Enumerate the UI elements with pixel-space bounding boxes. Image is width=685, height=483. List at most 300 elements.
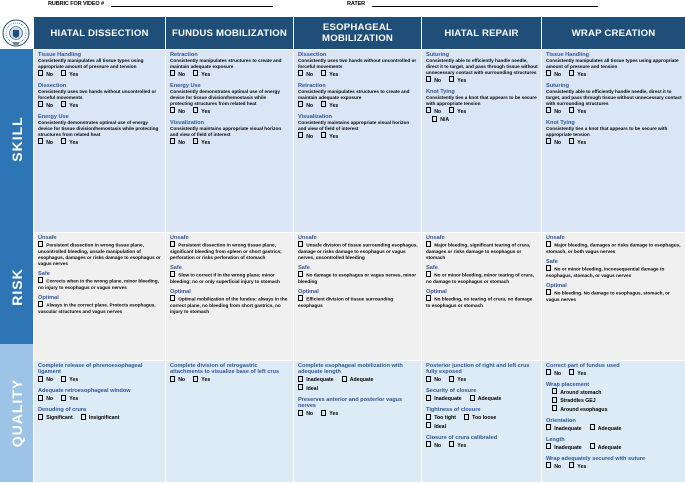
option-yes[interactable] xyxy=(61,377,78,383)
checkbox[interactable] xyxy=(321,70,326,76)
option-label: Yes xyxy=(69,140,78,146)
option-label: No xyxy=(434,109,441,115)
criterion-description xyxy=(426,95,538,107)
criterion-title: Tissue Handling xyxy=(38,52,162,58)
checkbox[interactable] xyxy=(426,241,431,247)
criterion-title: Suturing xyxy=(426,52,538,58)
checkbox[interactable] xyxy=(193,70,198,76)
criterion-description xyxy=(38,89,162,101)
criterion-description xyxy=(298,89,418,101)
option-yes[interactable] xyxy=(321,411,338,417)
description-text: Always in the correct plane. Protects esophagus, vascular structures and vagus nerves xyxy=(38,303,156,314)
criterion xyxy=(426,363,538,384)
criterion-title: Complete esophageal mobilization with adequate length xyxy=(298,363,418,376)
institution-seal-logo xyxy=(1,16,31,50)
description-text: Persistent dissection in wrong tissue plane, significant bleeding from spleen or short gastrics; perforation or risks perforation of stomach xyxy=(170,243,282,260)
checkbox[interactable] xyxy=(569,107,574,113)
criterion-title: Posterior junction of right and left crus fully exposed xyxy=(426,363,538,376)
criterion xyxy=(170,120,290,147)
criterion-title: Energy Use xyxy=(38,114,162,120)
criterion-title: Retraction xyxy=(170,52,290,58)
option-inadequate[interactable] xyxy=(426,396,462,402)
option-yes[interactable] xyxy=(193,140,210,146)
criterion xyxy=(546,259,682,279)
checkbox[interactable] xyxy=(298,271,303,277)
option-label: Straddles GEJ xyxy=(560,398,595,404)
option-label: Yes xyxy=(69,103,78,109)
criterion-description xyxy=(170,89,290,107)
criterion-title: Safe xyxy=(38,271,162,277)
option-label: No xyxy=(178,377,185,383)
criterion xyxy=(546,83,682,116)
option-label: Around stomach xyxy=(560,390,601,396)
col-header-wrap-creation: WRAP CREATION xyxy=(542,17,685,50)
description-text: Consistently maintains appropriate visual horizon and view of field of interest xyxy=(298,120,409,131)
quality-cell xyxy=(542,361,685,483)
criterion xyxy=(546,418,682,433)
checkbox[interactable] xyxy=(38,301,43,307)
criterion xyxy=(38,235,162,267)
criterion xyxy=(170,235,290,261)
option-label: No xyxy=(306,72,313,78)
option-label: Yes xyxy=(69,377,78,383)
skill-cell xyxy=(542,50,685,233)
rater-input-line[interactable] xyxy=(372,6,598,7)
criterion xyxy=(170,265,290,285)
option-label: Yes xyxy=(329,103,338,109)
checkbox[interactable] xyxy=(61,138,66,144)
options-line xyxy=(38,138,162,147)
option-line xyxy=(546,397,682,406)
option-adequate[interactable] xyxy=(590,426,622,432)
checkbox[interactable] xyxy=(193,138,198,144)
criterion xyxy=(170,83,290,116)
criterion xyxy=(38,407,162,422)
option-yes[interactable] xyxy=(569,72,586,78)
option-label: Yes xyxy=(457,78,466,84)
option-label: Yes xyxy=(457,443,466,449)
option-ideal[interactable] xyxy=(298,386,318,392)
quality-row xyxy=(34,361,685,483)
checkbox[interactable] xyxy=(298,384,303,390)
option-yes[interactable] xyxy=(569,109,586,115)
checkbox[interactable] xyxy=(298,101,303,107)
checkbox[interactable] xyxy=(470,395,475,401)
options-line xyxy=(546,70,682,79)
option-label: No xyxy=(46,396,53,402)
checkbox[interactable] xyxy=(170,241,175,247)
checkbox[interactable] xyxy=(38,101,43,107)
rubric-table xyxy=(33,16,685,483)
checkbox[interactable] xyxy=(298,410,303,416)
option-label: Yes xyxy=(201,72,210,78)
checkbox[interactable] xyxy=(38,414,43,420)
criterion-title: Unsafe xyxy=(426,235,538,241)
checkbox[interactable] xyxy=(546,265,551,271)
criterion-description xyxy=(38,277,162,291)
checkbox[interactable] xyxy=(321,132,326,138)
checkbox[interactable] xyxy=(38,241,43,247)
checkbox[interactable] xyxy=(546,107,551,113)
criterion-description xyxy=(170,271,290,285)
checkbox[interactable] xyxy=(426,395,431,401)
option-yes[interactable] xyxy=(321,134,338,140)
criterion xyxy=(38,388,162,403)
option-no[interactable] xyxy=(38,377,53,383)
checkbox[interactable] xyxy=(321,101,326,107)
checkbox[interactable] xyxy=(170,376,175,382)
checkbox[interactable] xyxy=(546,424,551,430)
criterion-title: Orientation xyxy=(546,418,682,424)
rater-header xyxy=(0,0,685,16)
options-line xyxy=(426,376,538,385)
checkbox[interactable] xyxy=(298,241,303,247)
criterion xyxy=(170,52,290,79)
description-text: Consistently manipulates structures to create and maintain adequate exposure xyxy=(298,89,410,100)
checkbox[interactable] xyxy=(298,70,303,76)
option-label: Too loose xyxy=(472,415,496,421)
options-line xyxy=(546,107,682,116)
criterion xyxy=(298,397,418,418)
criterion-description xyxy=(298,295,418,309)
option-label: No xyxy=(178,72,185,78)
checkbox[interactable] xyxy=(38,395,43,401)
criterion-title: Optimal xyxy=(170,289,290,295)
option-label: Yes xyxy=(201,109,210,115)
option-yes[interactable] xyxy=(321,72,338,78)
col-header-esophageal-mobilization: ESOPHAGEAL MOBILIZATION xyxy=(294,17,422,50)
checkbox[interactable] xyxy=(342,376,347,382)
checkbox[interactable] xyxy=(61,70,66,76)
options-line xyxy=(546,443,682,452)
option-yes[interactable] xyxy=(193,377,210,383)
option-no[interactable] xyxy=(298,134,313,140)
option-label: No xyxy=(554,371,561,377)
option-yes[interactable] xyxy=(321,103,338,109)
checkbox[interactable] xyxy=(552,388,557,394)
option-no[interactable] xyxy=(38,72,53,78)
criterion-description xyxy=(298,58,418,70)
option-no[interactable] xyxy=(38,396,53,402)
option-yes[interactable] xyxy=(449,109,466,115)
criterion xyxy=(298,363,418,393)
option-yes[interactable] xyxy=(193,109,210,115)
risk-cell xyxy=(422,233,542,361)
checkbox[interactable] xyxy=(552,397,557,403)
criterion-title: Optimal xyxy=(298,289,418,295)
option-yes[interactable] xyxy=(569,371,586,377)
option-yes[interactable] xyxy=(61,140,78,146)
description-text: No bleeding. No damage to esophagus, stomach, or vagus nerves xyxy=(546,291,670,302)
checkbox[interactable] xyxy=(426,76,431,82)
option-label: Yes xyxy=(201,377,210,383)
option-inadequate[interactable] xyxy=(546,426,582,432)
option-no[interactable] xyxy=(298,103,313,109)
criterion-title: Visualization xyxy=(170,120,290,126)
description-text: Consistently manipulates structures to create and maintain adequate exposure xyxy=(170,58,282,69)
checkbox[interactable] xyxy=(38,277,43,283)
criterion-title: Knot Tying xyxy=(546,120,682,126)
checkbox[interactable] xyxy=(38,376,43,382)
options-line xyxy=(298,376,418,385)
checkbox[interactable] xyxy=(426,422,431,428)
option-significant[interactable] xyxy=(38,415,73,421)
option-label: No xyxy=(434,78,441,84)
option-label: Yes xyxy=(577,109,586,115)
description-text: Consistently able to efficiently handle needle, direct it to target, and pass through tissue without unnecessary contact with surrounding structures xyxy=(546,89,682,106)
criterion xyxy=(546,363,682,378)
criterion-description xyxy=(546,265,682,279)
checkbox[interactable] xyxy=(590,443,595,449)
option-label: Ideal xyxy=(306,386,318,392)
option-label: Too tight xyxy=(434,415,456,421)
option-no[interactable] xyxy=(426,443,441,449)
checkbox[interactable] xyxy=(38,70,43,76)
checkbox[interactable] xyxy=(193,107,198,113)
criterion-title: Correct part of fundus used xyxy=(546,363,682,369)
option-around-esophagus[interactable] xyxy=(552,407,607,413)
option-yes[interactable] xyxy=(449,377,466,383)
criterion-title: Preserves anterior and posterior vagus nerves xyxy=(298,397,418,410)
checkbox[interactable] xyxy=(170,70,175,76)
option-label: No xyxy=(554,72,561,78)
option-label: Yes xyxy=(69,396,78,402)
option-adequate[interactable] xyxy=(590,445,622,451)
option-label: Yes xyxy=(577,140,586,146)
checkbox[interactable] xyxy=(61,395,66,401)
option-label: Inadequate xyxy=(306,377,333,383)
checkbox[interactable] xyxy=(426,107,431,113)
option-too-loose[interactable] xyxy=(464,415,496,421)
criterion xyxy=(426,89,538,124)
criterion xyxy=(38,52,162,79)
option-no[interactable] xyxy=(546,72,561,78)
checkbox[interactable] xyxy=(569,70,574,76)
criterion xyxy=(298,83,418,110)
skill-cell xyxy=(422,50,542,233)
criterion-description xyxy=(546,89,682,107)
option-inadequate[interactable] xyxy=(546,445,582,451)
option-no[interactable] xyxy=(426,78,441,84)
checkbox[interactable] xyxy=(170,271,175,277)
checkbox[interactable] xyxy=(464,414,469,420)
checkbox[interactable] xyxy=(552,405,557,411)
options-line xyxy=(426,414,538,423)
checkbox[interactable] xyxy=(546,241,551,247)
option-yes[interactable] xyxy=(449,443,466,449)
rubric-video-input-line[interactable] xyxy=(111,6,273,7)
option-inadequate[interactable] xyxy=(298,377,334,383)
option-label: Yes xyxy=(457,377,466,383)
criterion-description xyxy=(426,241,538,261)
options-line xyxy=(426,76,538,85)
criterion-title: Suturing xyxy=(546,83,682,89)
criterion xyxy=(426,435,538,450)
checkbox[interactable] xyxy=(546,462,551,468)
checkbox[interactable] xyxy=(546,70,551,76)
checkbox[interactable] xyxy=(432,116,437,122)
skill-cell xyxy=(294,50,422,233)
option-no[interactable] xyxy=(298,72,313,78)
option-line xyxy=(546,388,682,397)
criterion xyxy=(298,289,418,309)
checkbox[interactable] xyxy=(61,376,66,382)
criterion-description xyxy=(298,241,418,261)
option-no[interactable] xyxy=(170,377,185,383)
description-text: Consistently ties a knot that appears to be secure with appropriate tension xyxy=(426,95,537,106)
options-line xyxy=(38,395,162,404)
checkbox[interactable] xyxy=(546,289,551,295)
quality-cell xyxy=(294,361,422,483)
option-label: No xyxy=(46,140,53,146)
risk-cell xyxy=(34,233,166,361)
option-label: Inadequate xyxy=(554,445,581,451)
option-no[interactable] xyxy=(426,109,441,115)
criterion-title: Visualization xyxy=(298,114,418,120)
option-around-stomach[interactable] xyxy=(552,390,601,396)
checkbox[interactable] xyxy=(426,295,431,301)
options-line xyxy=(170,376,290,385)
skill-cell xyxy=(34,50,166,233)
option-no[interactable] xyxy=(170,140,185,146)
option-label: No xyxy=(46,103,53,109)
checkbox[interactable] xyxy=(426,271,431,277)
criterion-title: Safe xyxy=(298,265,418,271)
option-yes[interactable] xyxy=(449,78,466,84)
option-line xyxy=(546,405,682,414)
checkbox[interactable] xyxy=(569,369,574,375)
option-yes[interactable] xyxy=(61,396,78,402)
criterion-description xyxy=(546,289,682,303)
criterion-description xyxy=(546,58,682,70)
criterion-description xyxy=(38,301,162,315)
option-no[interactable] xyxy=(170,72,185,78)
options-line xyxy=(298,410,418,419)
checkbox[interactable] xyxy=(170,138,175,144)
option-label: No xyxy=(46,72,53,78)
criterion xyxy=(426,265,538,285)
description-text: No bleeding, no tearing of crura, no damage to esophagus or stomach xyxy=(426,297,532,308)
criterion xyxy=(426,407,538,430)
col-header-hiatal-repair: HIATAL REPAIR xyxy=(422,17,542,50)
checkbox[interactable] xyxy=(426,414,431,420)
criterion xyxy=(426,289,538,309)
checkbox[interactable] xyxy=(298,376,303,382)
checkbox[interactable] xyxy=(449,76,454,82)
description-text: Consistently able to efficiently handle needle, direct it to target, and pass through tissue without unnecessary contact with surrounding structures xyxy=(426,58,538,75)
checkbox[interactable] xyxy=(170,295,175,301)
checkbox[interactable] xyxy=(38,138,43,144)
option-label: No xyxy=(434,377,441,383)
criterion-title: Denuding of crura xyxy=(38,407,162,413)
checkbox[interactable] xyxy=(426,441,431,447)
criterion-title: Wrap placement xyxy=(546,382,682,388)
description-text: Corrects when in the wrong plane, minor bleeding, no injury to esophagus or vagus nerves xyxy=(38,279,159,290)
option-no[interactable] xyxy=(298,411,313,417)
option-yes[interactable] xyxy=(193,72,210,78)
criterion-title: Safe xyxy=(546,259,682,265)
option-label: Yes xyxy=(577,464,586,470)
checkbox[interactable] xyxy=(298,132,303,138)
checkbox[interactable] xyxy=(61,101,66,107)
checkbox[interactable] xyxy=(449,441,454,447)
criterion-title: Dissection xyxy=(38,83,162,89)
option-too-tight[interactable] xyxy=(426,415,456,421)
risk-row xyxy=(34,233,685,361)
checkbox[interactable] xyxy=(170,107,175,113)
checkbox[interactable] xyxy=(569,462,574,468)
checkbox[interactable] xyxy=(546,369,551,375)
criterion-description xyxy=(170,241,290,261)
col-header-fundus-mobilization: FUNDUS MOBILIZATION xyxy=(166,17,294,50)
option-label: Yes xyxy=(577,371,586,377)
checkbox[interactable] xyxy=(546,443,551,449)
option-label: Around esophagus xyxy=(560,407,607,413)
option-label: No xyxy=(178,109,185,115)
option-label: Insignificant xyxy=(89,415,120,421)
option-yes[interactable] xyxy=(569,140,586,146)
checkbox[interactable] xyxy=(193,376,198,382)
checkbox[interactable] xyxy=(81,414,86,420)
option-no[interactable] xyxy=(546,109,561,115)
option-insignificant[interactable] xyxy=(81,415,120,421)
description-text: Efficient division of tissue surrounding esophagus xyxy=(298,297,393,308)
option-label: No xyxy=(46,377,53,383)
option-no[interactable] xyxy=(38,103,53,109)
options-line xyxy=(170,70,290,79)
checkbox[interactable] xyxy=(426,376,431,382)
options-line xyxy=(298,384,418,393)
criterion-title: Unsafe xyxy=(546,235,682,241)
option-no[interactable] xyxy=(546,140,561,146)
option-yes[interactable] xyxy=(61,103,78,109)
options-line xyxy=(546,462,682,471)
checkbox[interactable] xyxy=(569,138,574,144)
checkbox[interactable] xyxy=(590,424,595,430)
option-straddles-gej[interactable] xyxy=(552,398,596,404)
option-label: Adequate xyxy=(478,396,502,402)
option-no[interactable] xyxy=(170,109,185,115)
description-text: Consistently manipulates all tissue types using appropriate amount of pressure and tension xyxy=(38,58,144,69)
option-n-a[interactable] xyxy=(432,117,449,123)
quality-cell xyxy=(166,361,294,483)
option-no[interactable] xyxy=(38,140,53,146)
options-line xyxy=(170,107,290,116)
criterion-description xyxy=(298,271,418,285)
option-label: Adequate xyxy=(350,377,374,383)
option-no[interactable] xyxy=(426,377,441,383)
checkbox[interactable] xyxy=(321,410,326,416)
checkbox[interactable] xyxy=(298,295,303,301)
criterion-description xyxy=(170,295,290,315)
criterion-description xyxy=(298,120,418,132)
option-adequate[interactable] xyxy=(470,396,502,402)
option-ideal[interactable] xyxy=(426,424,446,430)
option-yes[interactable] xyxy=(569,464,586,470)
checkbox[interactable] xyxy=(546,138,551,144)
option-label: No xyxy=(306,411,313,417)
option-no[interactable] xyxy=(546,371,561,377)
criterion xyxy=(546,52,682,79)
checkbox[interactable] xyxy=(449,376,454,382)
criterion xyxy=(38,363,162,384)
criterion xyxy=(170,289,290,315)
option-yes[interactable] xyxy=(61,72,78,78)
options-line xyxy=(38,414,162,423)
option-no[interactable] xyxy=(546,464,561,470)
option-adequate[interactable] xyxy=(342,377,374,383)
checkbox[interactable] xyxy=(449,107,454,113)
